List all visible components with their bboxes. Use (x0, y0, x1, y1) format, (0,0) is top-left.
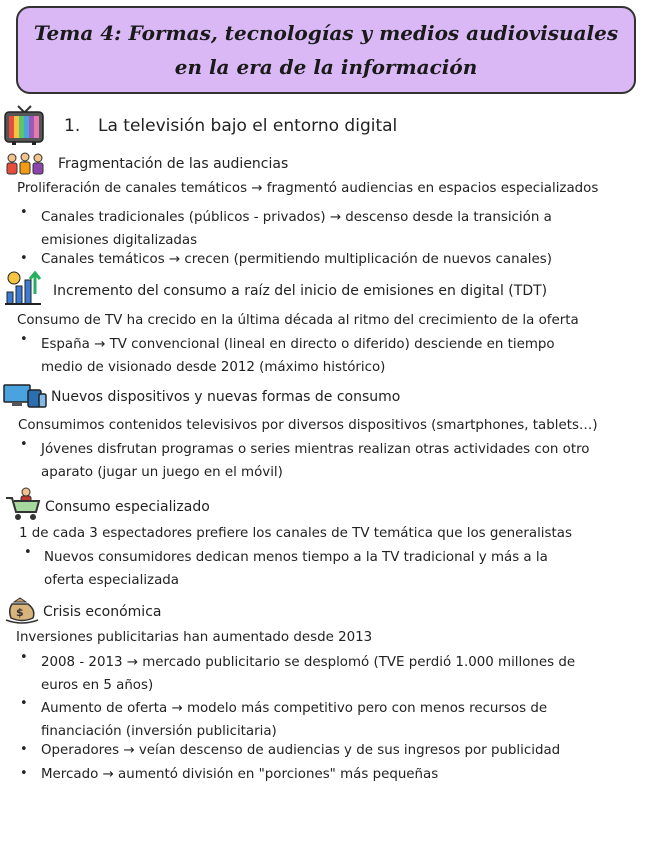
heading-number: 1. (64, 116, 81, 136)
bullet-dot: • (20, 205, 28, 220)
bullet-line: emisiones digitalizadas (41, 233, 198, 248)
bullet-line: medio de visionado desde 2012 (máximo histórico) (41, 360, 386, 375)
bullet-dot: • (24, 545, 32, 560)
bullet-line: oferta especializada (44, 573, 179, 588)
section-title-incremento: Incremento del consumo a raíz del inicio de emisiones en digital (TDT) (53, 283, 548, 299)
list-item (20, 651, 575, 697)
intro-fragmentacion: Proliferación de canales temáticos → fragmentó audiencias en espacios especializados (17, 181, 599, 196)
bullet-line: España → TV convencional (lineal en directo o diferido) desciende en tiempo (41, 337, 555, 352)
bullet-dot: • (20, 766, 28, 781)
bullet-dot: • (20, 437, 28, 452)
shopping-cart-icon (4, 486, 42, 522)
list-item (20, 333, 555, 379)
svg-text:$: $ (16, 606, 24, 619)
section-title-fragmentacion: Fragmentación de las audiencias (58, 156, 289, 172)
bullet-dot: • (20, 650, 28, 665)
bullet-line: Operadores → veían descenso de audiencias y de sus ingresos por publicidad (41, 743, 561, 758)
bullet-line: 2008 - 2013 → mercado publicitario se desplomó (TVE perdió 1.000 millones de (41, 655, 576, 670)
devices-icon (2, 383, 48, 409)
bullet-line: Jóvenes disfrutan programas o series mientras realizan otras actividades con otro (41, 442, 590, 457)
tv-icon (4, 104, 44, 146)
list-item (20, 252, 552, 267)
list-item (20, 438, 589, 484)
intro-incremento: Consumo de TV ha crecido en la última década al ritmo del crecimiento de la oferta (17, 313, 579, 328)
bullet-line: Mercado → aumentó división en "porciones" más pequeñas (41, 767, 439, 782)
title-line-1: Tema 4: Formas, tecnologías y medios audiovisuales (33, 21, 619, 45)
list-item (20, 767, 438, 782)
section-title-especializado: Consumo especializado (45, 499, 210, 515)
bullet-line: Canales temáticos → crecen (permitiendo multiplicación de nuevos canales) (41, 252, 552, 267)
bullet-dot: • (20, 251, 28, 266)
intro-especializado: 1 de cada 3 espectadores prefiere los canales de TV temática que los generalistas (19, 526, 572, 541)
bullet-dot: • (20, 332, 28, 347)
bullet-dot: • (20, 696, 28, 711)
section-heading (64, 116, 397, 136)
list-item (20, 743, 560, 758)
bullet-line: Canales tradicionales (públicos - privados) → descenso desde la transición a (41, 210, 552, 225)
list-item (20, 697, 547, 743)
section-title-dispositivos: Nuevos dispositivos y nuevas formas de consumo (51, 389, 401, 405)
intro-crisis: Inversiones publicitarias han aumentado desde 2013 (16, 630, 373, 645)
bullet-line: Nuevos consumidores dedican menos tiempo a la TV tradicional y más a la (44, 550, 548, 565)
bullet-line: financiación (inversión publicitaria) (41, 724, 277, 739)
people-group-icon (4, 151, 46, 175)
list-item (20, 206, 552, 252)
intro-dispositivos: Consumimos contenidos televisivos por diversos dispositivos (smartphones, tablets…) (18, 418, 598, 433)
bullet-dot: • (20, 742, 28, 757)
title-box (16, 6, 636, 94)
bullet-line: aparato (jugar un juego en el móvil) (41, 465, 283, 480)
money-bag-icon (4, 596, 40, 626)
growth-chart-icon (3, 270, 45, 306)
bullet-line: euros en 5 años) (41, 678, 154, 693)
section-title-crisis: Crisis económica (43, 604, 162, 620)
heading-text: La televisión bajo el entorno digital (98, 116, 398, 136)
title-line-2: en la era de la información (174, 55, 478, 79)
bullet-line: Aumento de oferta → modelo más competitivo pero con menos recursos de (41, 701, 548, 716)
list-item (24, 546, 548, 592)
